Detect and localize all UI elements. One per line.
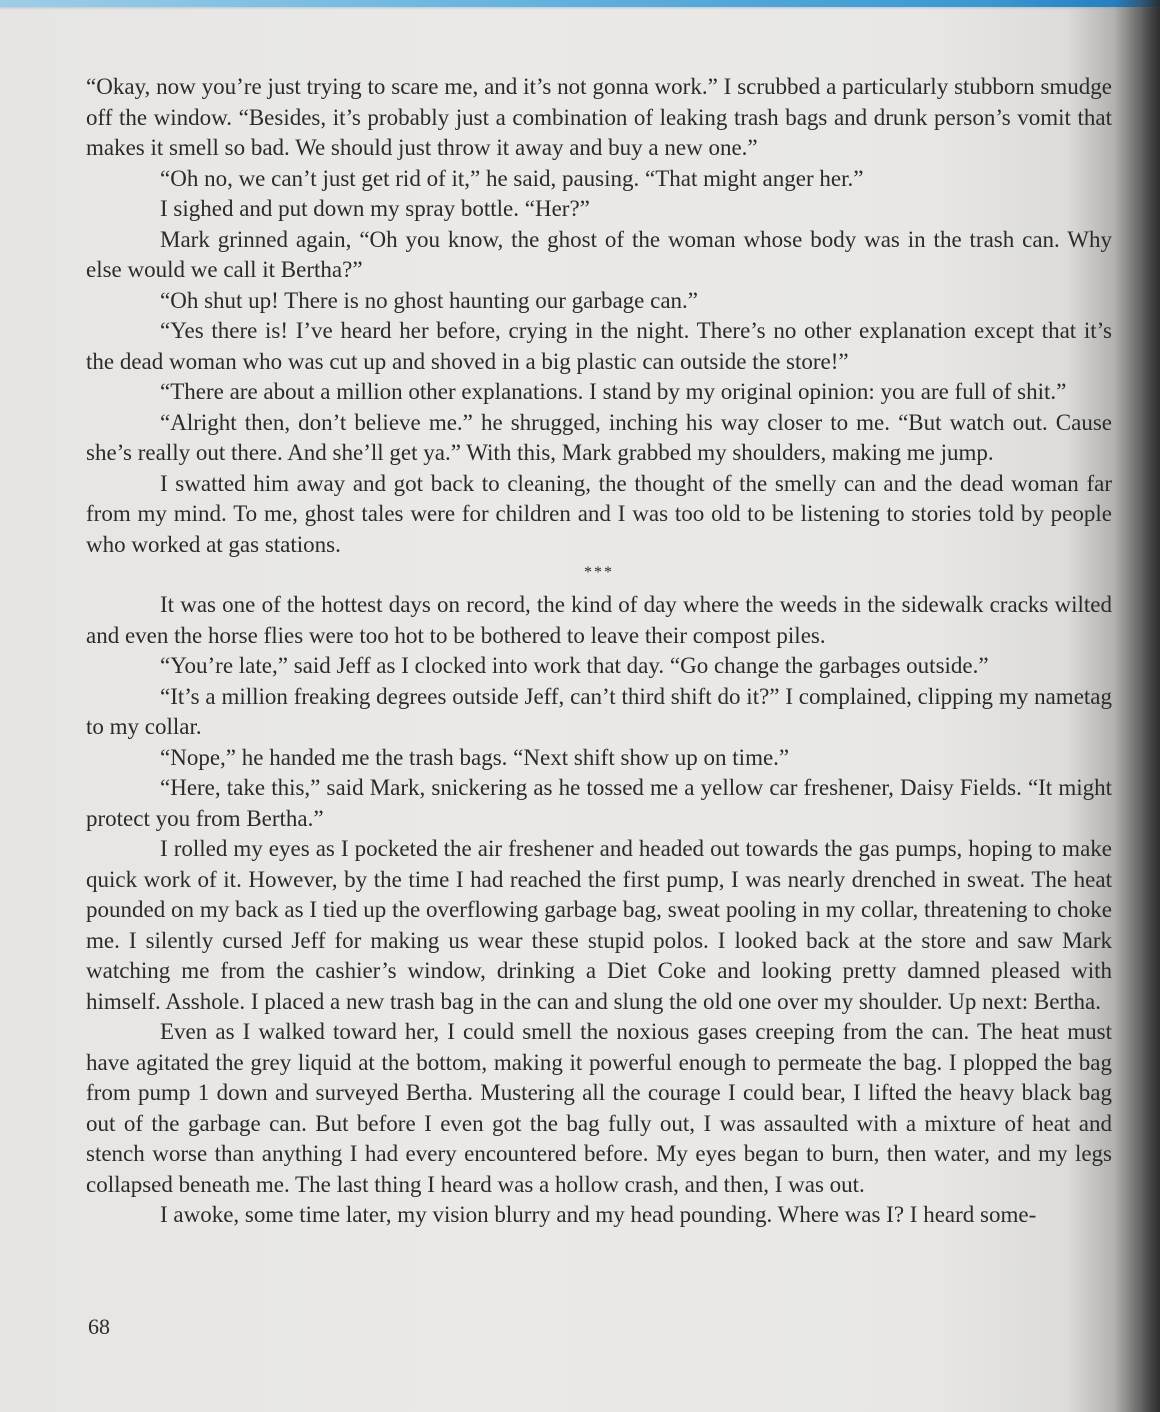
paragraph: “Nope,” he handed me the trash bags. “Next shift show up on time.”	[160, 744, 790, 770]
paragraph: I rolled my eyes as I pocketed the air freshener and headed out towards the gas pumps, hoping to make quick work of it. However, by the time I had reached the first pump, I was nearly drenched in sweat. The heat pounded on my back as I tied up the overflowing garbage bag, sweat pooling in my collar, threatening to choke me. I silently cursed Jeff for making us wear these stupid polos. I looked back at the store and saw Mark watching me from the cashier’s window, drinking a Diet Coke and looking pretty damned pleased with himself. Asshole. I placed a new trash bag in the can and slung the old one over my shoulder. Up next: Bertha.	[86, 836, 1112, 1014]
paragraph: I awoke, some time later, my vision blurry and my head pounding. Where was I? I heard some-	[160, 1202, 1037, 1227]
paragraph: “Alright then, don’t believe me.” he shrugged, inching his way closer to me. “But watch out. Cause she’s really out there. And she’ll get ya.” With this, Mark grabbed my shoulders, making me jump.	[86, 409, 1112, 465]
paragraph: Even as I walked toward her, I could smell the noxious gases creeping from the can. The heat must have agitated the grey liquid at the bottom, making it powerful enough to permeate the bag. I plopped the bag from pump 1 down and surveyed Bertha. Mustering all the courage I could bear, I lifted the heavy black bag out of the garbage can. But before I even got the bag fully out, I was assaulted with a mixture of heat and stench worse than anything I had every encountered before. My eyes began to burn, then water, and my legs collapsed beneath me. The last thing I heard was a hollow crash, and then, I was out.	[86, 1019, 1112, 1197]
paragraph: “Oh shut up! There is no ghost haunting our garbage can.”	[160, 287, 699, 313]
page-top-edge-shade	[0, 7, 1160, 10]
paragraph: “Here, take this,” said Mark, snickering as he tossed me a yellow car freshener, Daisy Fields. “It might protect you from Bertha.”	[86, 775, 1112, 831]
paragraph: “There are about a million other explanations. I stand by my original opinion: you are full of shit.”	[160, 379, 1067, 404]
paragraph: It was one of the hottest days on record, the kind of day where the weeds in the sidewalk cracks wilted and even the horse flies were too hot to be bothered to leave their compost piles.	[86, 592, 1112, 648]
paragraph: “It’s a million freaking degrees outside Jeff, can’t third shift do it?” I complained, clipping my nametag to my collar.	[86, 683, 1112, 739]
page-number: 68	[88, 1314, 110, 1339]
paragraph: “Okay, now you’re just trying to scare me, and it’s not gonna work.” I scrubbed a particularly stubborn smudge off the window. “Besides, it’s probably just a combination of leaking trash bags and drunk person’s vomit that makes it smell so bad. We should just throw it away and buy a new one.”	[86, 74, 1112, 160]
paragraph: I sighed and put down my spray bottle. “Her?”	[160, 196, 590, 221]
paragraph: Mark grinned again, “Oh you know, the ghost of the woman whose body was in the trash can. Why else would we call it Bertha?”	[86, 226, 1112, 282]
page-top-edge	[0, 0, 1160, 7]
body-text	[86, 72, 1112, 1231]
paragraph: “Yes there is! I’ve heard her before, crying in the night. There’s no other explanation except that it’s the dead woman who was cut up and shoved in a big plastic can outside the store!”	[86, 318, 1112, 374]
paragraph: “Oh no, we can’t just get rid of it,” he said, pausing. “That might anger her.”	[160, 165, 864, 191]
paragraph: I swatted him away and got back to cleaning, the thought of the smelly can and the dead woman far from my mind. To me, ghost tales were for children and I was too old to be listening to stories told by people who worked at gas stations.	[86, 470, 1112, 557]
book-spine-shadow	[1114, 0, 1160, 1412]
section-break: ***	[584, 564, 614, 581]
paragraph: “You’re late,” said Jeff as I clocked into work that day. “Go change the garbages outside.”	[160, 653, 989, 678]
